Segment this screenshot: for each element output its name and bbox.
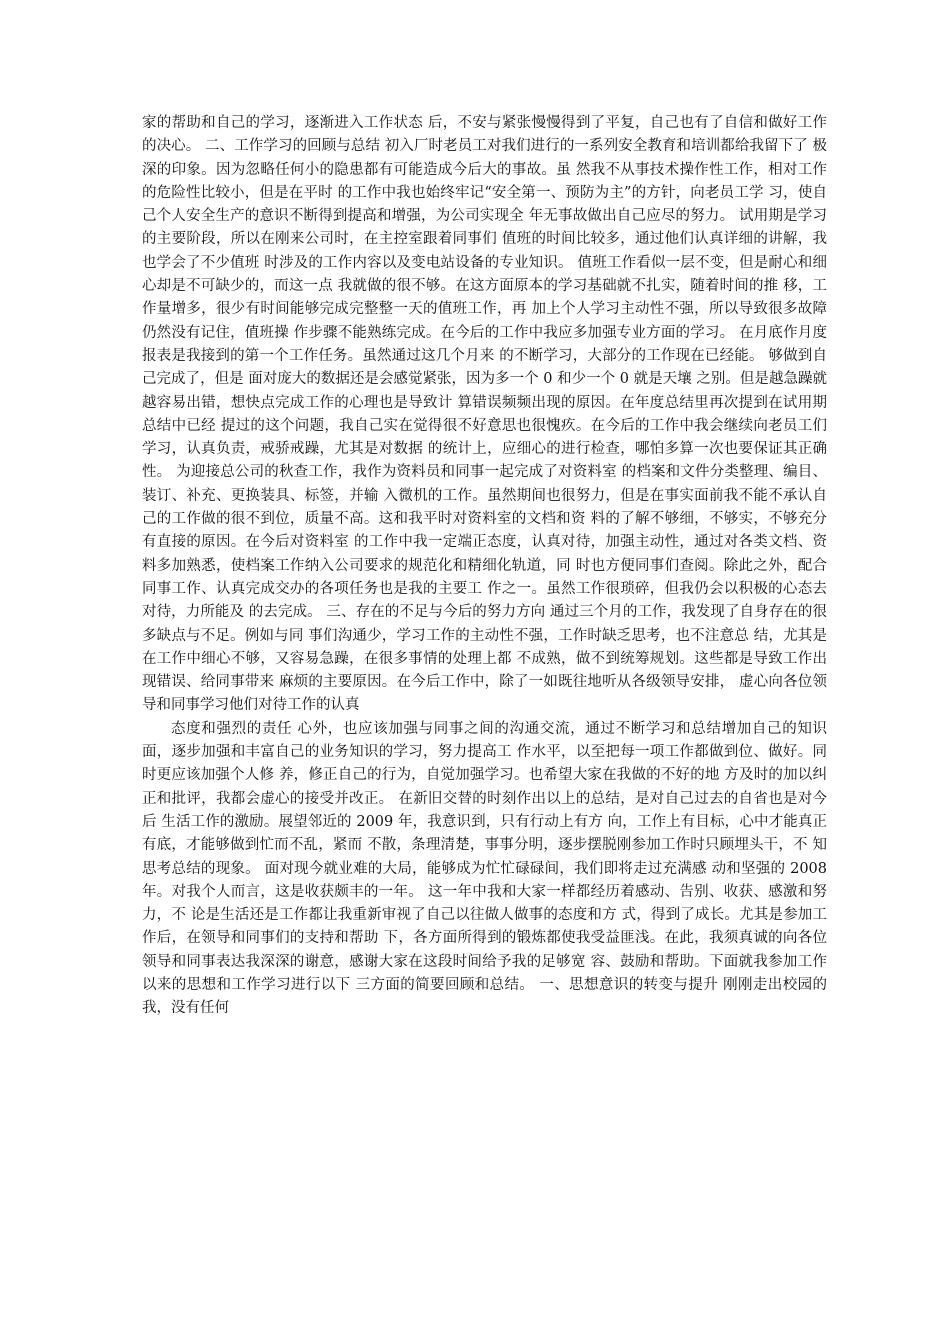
body-paragraph-2: 态度和强烈的责任 心外，也应该加强与同事之间的沟通交流，通过不断学习和总结增加自己的知识面，逐步加强和丰富自己的业务知识的学习，努力提高工 作水平，以至把每一项工作都做到位、做好。同时更应该加强个人修 养，修正自己的行为，自觉加强学习。也希望大家在我做的不好的地 方及时的加以纠正和批评，我都会虚心的接受并改正。 在新旧交替的时刻作出以上的总结，是对自己过去的自省也是对今后 生活工作的激励。展望邻近的 2009 年，我意识到，只有行动上有方 向，工作上有目标，心中才能真正有底，才能够做到忙而不乱，紧而 不散，条理清楚，事事分明，逐步摆脱刚参加工作时只顾埋头干，不 知思考总结的现象。 面对现今就业难的大局，能够成为忙忙碌碌间，我们即将走过充满感 动和坚强的 2008 年。对我个人而言，这是收获颇丰的一年。 这一年中我和大家一样都经历着感动、告别、收获、感激和努力，不 论是生活还是工作都让我重新审视了自己以往做人做事的态度和方 式，得到了成长。尤其是参加工作后，在领导和同事们的支持和帮助 下，各方面所得到的锻炼都使我受益匪浅。在此，我须真诚的向各位 领导和同事表达我深深的谢意，感谢大家在这段时间给予我的足够宽 容、鼓励和帮助。下面就我参加工作以来的思想和工作学习进行以下 三方面的简要回顾和总结。 一、思想意识的转变与提升 刚刚走出校园的我，没有任何 bbox=[142, 720, 827, 1017]
body-paragraph-1: 家的帮助和自己的学习，逐渐进入工作状态 后，不安与紧张慢慢得到了平复，自己也有了自信和做好工作的决心。 二、工作学习的回顾与总结 初入厂时老员工对我们进行的一系列安全教育和培训都给我留下了 极深的印象。因为忽略任何小的隐患都有可能造成今后大的事故。虽 然我不从事技术操作性工作，相对工作的危险性比较小，但是在平时 的工作中我也始终牢记“安全第一、预防为主”的方针，向老员工学 习，使自己个人安全生产的意识不断得到提高和增强，为公司实现全 年无事故做出自己应尽的努力。 试用期是学习的主要阶段，所以在刚来公司时，在主控室跟着同事们 值班的时间比较多，通过他们认真详细的讲解，我也学会了不少值班 时涉及的工作内容以及变电站设备的专业知识。 值班工作看似一层不变，但是耐心和细心却是不可缺少的，而这一点 我就做的很不够。在这方面原本的学习基础就不扎实，随着时间的推 移，工作量增多，很少有时间能够完成完整整一天的值班工作，再 加上个人学习主动性不强，所以导致很多故障仍然没有记住，值班操 作步骤不能熟练完成。在今后的工作中我应多加强专业方面的学习。 在月底作月度报表是我接到的第一个工作任务。虽然通过这几个月来 的不断学习，大部分的工作现在已经能。 够做到自己完成了，但是 面对庞大的数据还是会感觉紧张，因为多一个 0 和少一个 0 就是天壤 之别。但是越急躁就越容易出错，想快点完成工作的心理也是导致计 算错误频频出现的原因。在年度总结里再次提到在试用期总结中已经 提过的这个问题，我自己实在觉得很不好意思也很愧疚。在今后的工作中我会继续向老员工们学习，认真负责，戒骄戒躁，尤其是对数据 的统计上，应细心的进行检查，哪怕多算一次也要保证其正确性。 为迎接总公司的秋查工作，我作为资料员和同事一起完成了对资料室 的档案和文件分类整理、编目、装订、补充、更换装具、标签，并输 入微机的工作。虽然期间也很努力，但是在事实面前我不能不承认自 己的工作做的很不到位，质量不高。这和我平时对资料室的文档和资 料的了解不够细，不够实，不够充分有直接的原因。在今后对资料室 的工作中我一定端正态度，认真对待，加强主动性，通过对各类文档、资料多加熟悉，使档案工作纳入公司要求的规范化和精细化轨道，同 时也方便同事们查阅。除此之外，配合同事工作、认真完成交办的各项任务也是我的主要工 作之一。虽然工作很琐碎，但我仍会以积极的心态去对待，力所能及 的去完成。 三、存在的不足与今后的努力方向 通过三个月的工作，我发现了自身存在的很多缺点与不足。例如与同 事们沟通少，学习工作的主动性不强，工作时缺乏思考，也不注意总 结，尤其是在工作中细心不够，又容易急躁，在很多事情的处理上都 不成熟，做不到统筹规划。这些都是导致工作出现错误、给同事带来 麻烦的主要原因。在今后工作中，除了一如既往地听从各级领导安排， 虚心向各位领导和同事学习他们对待工作的认真 bbox=[142, 115, 827, 714]
document-body bbox=[142, 112, 827, 1021]
